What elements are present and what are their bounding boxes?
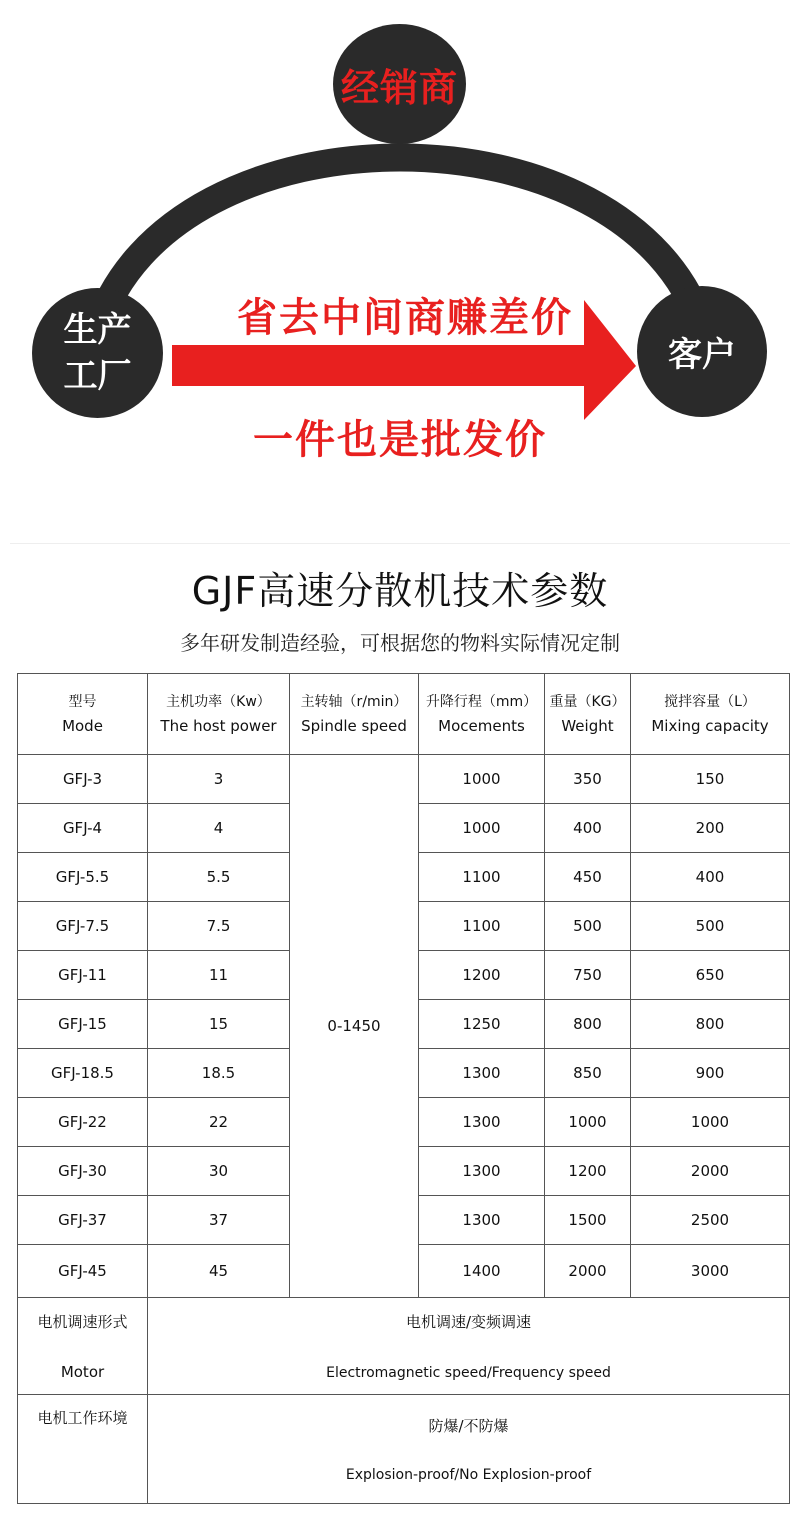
weight-cell: 1500 [545,1196,631,1245]
capacity-cell: 800 [631,1000,790,1049]
movements-cell: 1250 [419,1000,545,1049]
spec-table [17,673,790,1504]
table-row [18,755,790,804]
model-cell: GFJ-5.5 [18,853,148,902]
dealer-node [333,24,466,144]
factory-node [32,288,163,418]
power-cell: 7.5 [148,902,290,951]
environment-row [18,1395,790,1504]
motor-row [18,1298,790,1395]
supply-chain-diagram [0,0,800,520]
motor-label-zh: 电机调速形式 [37,1313,128,1331]
power-cell: 11 [148,951,290,1000]
spindle-speed-cell: 0-1450 [290,755,419,1298]
capacity-cell: 900 [631,1049,790,1098]
motor-value-cell [148,1298,790,1395]
movements-cell: 1400 [419,1245,545,1298]
capacity-cell: 200 [631,804,790,853]
model-cell: GFJ-3 [18,755,148,804]
header-cell: 升降行程（mm） Mocements [419,674,545,755]
motor-value-zh: 电机调速/变频调速 [405,1313,532,1331]
capacity-cell: 650 [631,951,790,1000]
weight-cell: 800 [545,1000,631,1049]
weight-cell: 850 [545,1049,631,1098]
movements-cell: 1100 [419,902,545,951]
environment-value-en: Explosion-proof/No Explosion-proof [345,1467,592,1483]
capacity-cell: 500 [631,902,790,951]
power-cell: 30 [148,1147,290,1196]
header-cell: 主转轴（r/min） Spindle speed [290,674,419,755]
factory-label-line2: 工厂 [63,356,132,396]
model-cell: GFJ-30 [18,1147,148,1196]
model-cell: GFJ-22 [18,1098,148,1147]
movements-cell: 1000 [419,804,545,853]
page-title: GJF高速分散机技术参数 [191,569,609,613]
header-cell: 搅拌容量（L） Mixing capacity [631,674,790,755]
customer-node [637,286,767,417]
factory-label-line1: 生产 [63,310,132,350]
weight-cell: 2000 [545,1245,631,1298]
dealer-label: 经销商 [340,65,458,110]
customer-label: 客户 [668,335,736,375]
motor-label-en: Motor [60,1363,105,1381]
power-cell: 4 [148,804,290,853]
capacity-cell: 3000 [631,1245,790,1298]
capacity-cell: 2500 [631,1196,790,1245]
header-cell: 型号 Mode [18,674,148,755]
power-cell: 45 [148,1245,290,1298]
environment-value-zh: 防爆/不防爆 [428,1417,509,1435]
model-cell: GFJ-37 [18,1196,148,1245]
model-cell: GFJ-11 [18,951,148,1000]
page-subtitle: 多年研发制造经验，可根据您的物料实际情况定制 [180,631,620,655]
capacity-cell: 400 [631,853,790,902]
header-cell: 重量（KG） Weight [545,674,631,755]
weight-cell: 1000 [545,1098,631,1147]
model-cell: GFJ-18.5 [18,1049,148,1098]
model-cell: GFJ-15 [18,1000,148,1049]
movements-cell: 1100 [419,853,545,902]
environment-value-cell [148,1395,790,1504]
environment-label-zh: 电机工作环境 [37,1409,128,1427]
section-divider [10,543,790,544]
weight-cell: 1200 [545,1147,631,1196]
power-cell: 3 [148,755,290,804]
movements-cell: 1300 [419,1147,545,1196]
save-middleman-text: 省去中间商赚差价 [237,295,573,341]
motor-label-cell [18,1298,148,1395]
power-cell: 37 [148,1196,290,1245]
movements-cell: 1200 [419,951,545,1000]
power-cell: 18.5 [148,1049,290,1098]
weight-cell: 750 [545,951,631,1000]
movements-cell: 1300 [419,1049,545,1098]
model-cell: GFJ-7.5 [18,902,148,951]
capacity-cell: 1000 [631,1098,790,1147]
motor-value-en: Electromagnetic speed/Frequency speed [326,1365,611,1381]
capacity-cell: 2000 [631,1147,790,1196]
movements-cell: 1000 [419,755,545,804]
model-cell: GFJ-4 [18,804,148,853]
wholesale-price-text: 一件也是批发价 [253,417,547,463]
weight-cell: 400 [545,804,631,853]
movements-cell: 1300 [419,1098,545,1147]
power-cell: 5.5 [148,853,290,902]
movements-cell: 1300 [419,1196,545,1245]
table-header-row [18,674,790,755]
weight-cell: 500 [545,902,631,951]
power-cell: 22 [148,1098,290,1147]
environment-label-cell [18,1395,148,1504]
capacity-cell: 150 [631,755,790,804]
header-cell: 主机功率（Kw） The host power [148,674,290,755]
power-cell: 15 [148,1000,290,1049]
weight-cell: 350 [545,755,631,804]
weight-cell: 450 [545,853,631,902]
model-cell: GFJ-45 [18,1245,148,1298]
